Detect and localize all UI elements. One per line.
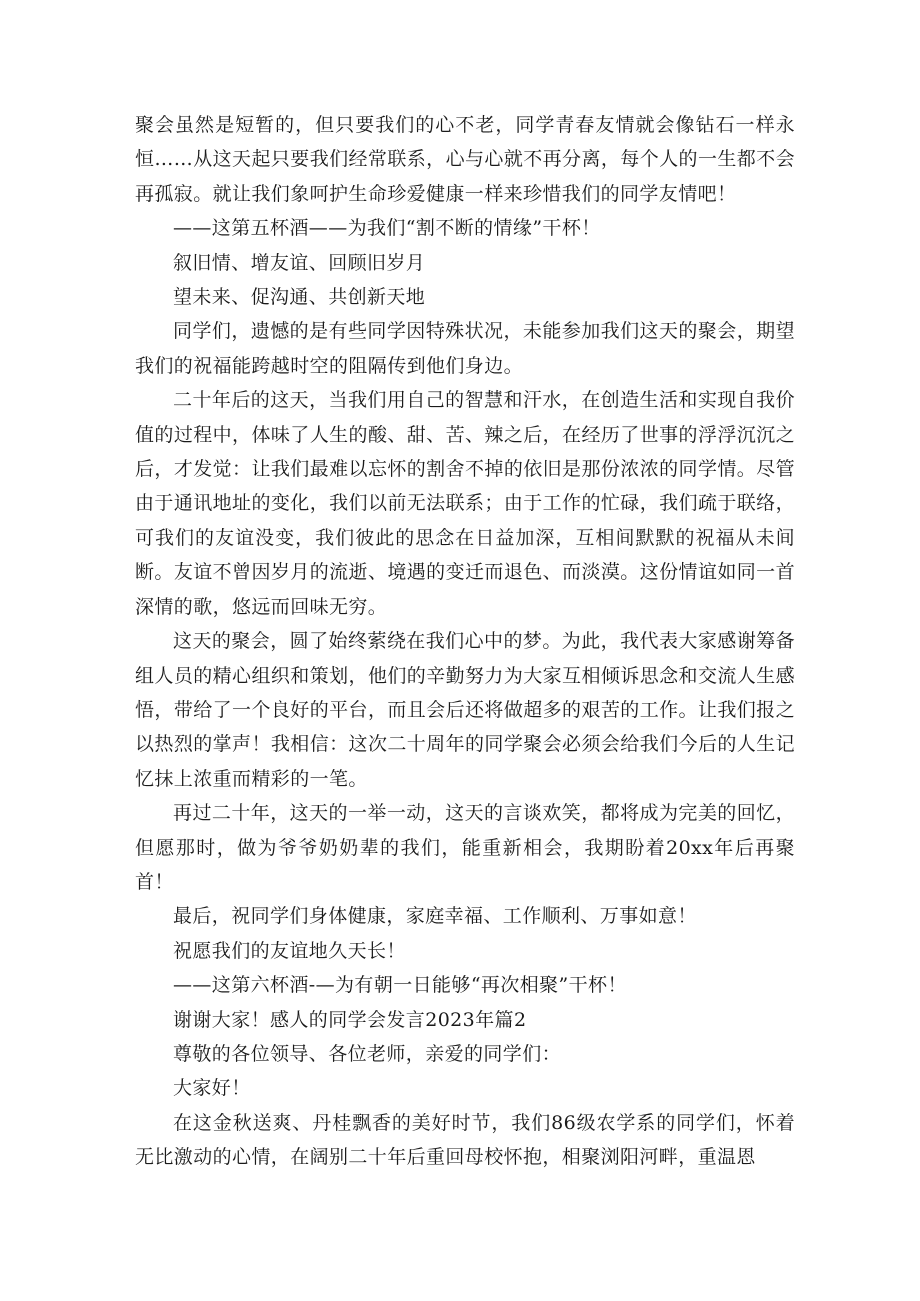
toast-sixth-cup: ——这第六杯酒-—为有朝一日能够“再次相聚”干杯！: [173, 974, 627, 997]
section-heading-speech-2: 谢谢大家！感人的同学会发言2023年篇2: [173, 1008, 527, 1031]
paragraph-absent-classmates: 同学们，遗憾的是有些同学因特殊状况，未能参加我们这天的聚会，期望我们的祝福能跨越时空的阻隔传到他们身边。: [135, 320, 795, 377]
salutation: 尊敬的各位领导、各位老师，亲爱的同学们：: [173, 1042, 562, 1065]
slogan-line-2: 望未来、促沟通、共创新天地: [173, 286, 426, 309]
toast-fifth-cup: ——这第五杯酒——为我们“割不断的情缘”干杯！: [173, 217, 601, 240]
paragraph-lasting-friendship: 祝愿我们的友谊地久天长！: [173, 939, 406, 962]
document-body: [135, 108, 795, 1175]
slogan-line-1: 叙旧情、增友谊、回顾旧岁月: [173, 251, 426, 274]
greeting: 大家好！: [173, 1077, 251, 1100]
paragraph-twenty-years-later: 二十年后的这天，当我们用自己的智慧和汗水，在创造生活和实现自我价值的过程中，体味了人生的酸、甜、苦、辣之后，在经历了世事的浮浮沉沉之后，才发觉：让我们最难以忘怀的割舍不掉的依旧是那份浓浓的同学情。尽管由于通讯地址的变化，我们以前无法联系；由于工作的忙碌，我们疏于联络，可我们的友谊没变，我们彼此的思念在日益加深，互相间默默的祝福从未间断。友谊不曾因岁月的流逝、境遇的变迁而退色、而淡漠。这份情谊如同一首深情的歌，悠远而回味无穷。: [135, 389, 795, 618]
paragraph-another-twenty-years: 再过二十年，这天的一举一动，这天的言谈欢笑，都将成为完美的回忆，但愿那时，做为爷爷奶奶辈的我们，能重新相会，我期盼着20xx年后再聚首！: [135, 802, 795, 893]
paragraph-friendship-forever: 聚会虽然是短暂的，但只要我们的心不老，同学青春友情就会像钻石一样永恒……从这天起只要我们经常联系，心与心就不再分离，每个人的一生都不会再孤寂。就让我们象呵护生命珍爱健康一样来珍惜我们的同学友情吧！: [135, 114, 795, 205]
paragraph-thanks-organizers: 这天的聚会，圆了始终萦绕在我们心中的梦。为此，我代表大家感谢筹备组人员的精心组织和策划，他们的辛勤努力为大家互相倾诉思念和交流人生感悟，带给了一个良好的平台，而且会后还将做超多的艰苦的工作。让我们报之以热烈的掌声！我相信：这次二十周年的同学聚会必须会给我们今后的人生记忆抹上浓重而精彩的一笔。: [135, 630, 795, 790]
paragraph-autumn-reunion: 在这金秋送爽、丹桂飘香的美好时节，我们86级农学系的同学们，怀着无比激动的心情，在阔别二十年后重回母校怀抱，相聚浏阳河畔，重温恩: [135, 1111, 795, 1169]
paragraph-best-wishes: 最后，祝同学们身体健康，家庭幸福、工作顺利、万事如意！: [173, 905, 697, 928]
